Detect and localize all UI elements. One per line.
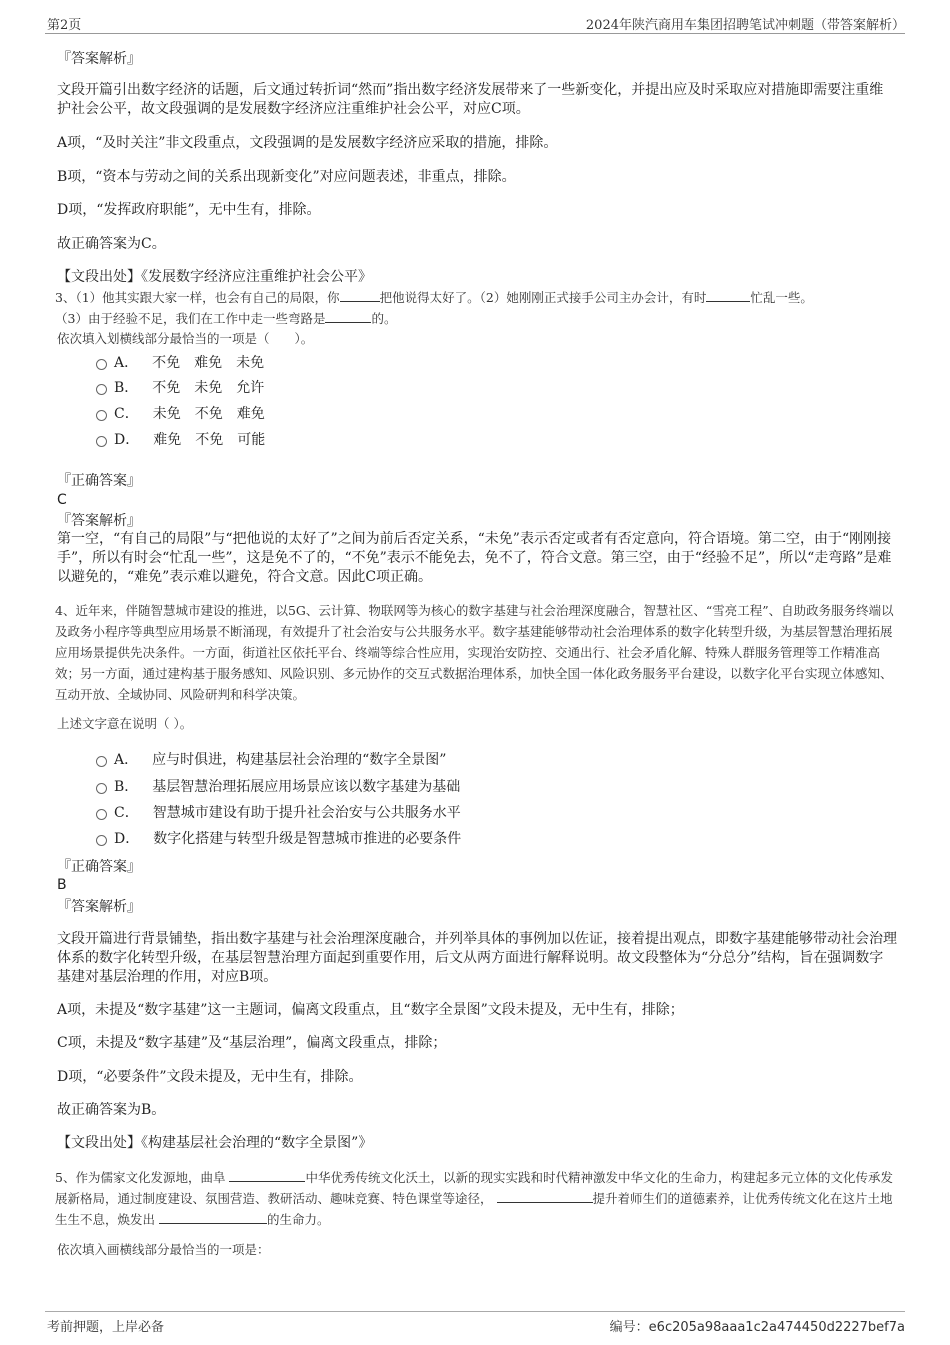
q3-prompt: 依次填入划横线部分最恰当的一项是（ ）。 xyxy=(57,331,314,346)
q4-option-b[interactable]: B． 基层智慧治理拓展应用场景应该以数字基建为基础 xyxy=(96,778,460,796)
q4-answer-label: 『正确答案』 xyxy=(57,859,141,875)
radio-icon[interactable] xyxy=(96,410,107,421)
radio-icon[interactable] xyxy=(96,756,107,767)
q3-answer-label: 『正确答案』 xyxy=(57,473,141,489)
q2-option-d-explanation: D项，“发挥政府职能”，无中生有，排除。 xyxy=(57,202,321,218)
document-code: 编号：e6c205a98aaa1c2a474450d2227bef7a xyxy=(609,1320,905,1335)
radio-icon[interactable] xyxy=(96,783,107,794)
radio-icon[interactable] xyxy=(96,384,107,395)
q4-final-answer: 故正确答案为B。 xyxy=(57,1102,166,1118)
q4-analysis-label: 『答案解析』 xyxy=(57,899,141,915)
blank-1 xyxy=(229,1168,305,1182)
q4-option-c-explanation: C项，未提及“数字基建”及“基层治理”，偏离文段重点，排除； xyxy=(57,1035,447,1051)
q3-option-c[interactable]: C． 未免 不免 难免 xyxy=(96,405,265,423)
q3-stem: 3、（1）他其实跟大家一样，也会有自己的局限，你 把他说得太好了。（2）她刚刚正式接手公司主办会计，有时 忙乱一些。 （3）由于经验不足，我们在工作中走一些弯路是 的。 xyxy=(55,290,813,326)
q5-prompt: 依次填入画横线部分最恰当的一项是： xyxy=(57,1242,270,1257)
q4-option-c[interactable]: C． 智慧城市建设有助于提升社会治安与公共服务水平 xyxy=(96,804,461,822)
q2-analysis-text: 文段开篇引出数字经济的话题，后文通过转折词“然而”指出数字经济发展带来了一些新变化，并提出应及时采取应对措施即需要注重维护社会公平，故文段强调的是发展数字经济应注重维护社会公平，对应C项。 xyxy=(57,82,884,117)
footer-slogan: 考前押题，上岸必备 xyxy=(47,1320,165,1335)
q3-option-a[interactable]: A． 不免 难免 未免 xyxy=(96,354,264,372)
q3-analysis-text: 第一空，“有自己的局限”与“把他说的太好了”之间为前后否定关系，“未免”表示否定或者有否定意向，符合语境。第二空，由于“刚刚接手”，所以有时会“忙乱一些”，这是免不了的，“不免”表示不能免去，免不了，符合文意。第三空，由于“经验不足”，所以“走弯路”是难以避免的，“难免”表示难以避免，符合文意。因此C项正确。 xyxy=(57,531,892,585)
radio-icon[interactable] xyxy=(96,359,107,370)
page-footer xyxy=(45,1311,905,1336)
blank-3 xyxy=(325,309,371,323)
q2-option-a-explanation: A项，“及时关注”非文段重点，文段强调的是发展数字经济应采取的措施，排除。 xyxy=(57,135,558,151)
q4-option-d-explanation: D项，“必要条件”文段未提及，无中生有，排除。 xyxy=(57,1069,363,1085)
q4-source: 【文段出处】《构建基层社会治理的“数字全景图”》 xyxy=(57,1135,373,1151)
q2-source: 【文段出处】《发展数字经济应注重维护社会公平》 xyxy=(57,269,372,285)
page-header xyxy=(45,14,905,34)
q3-option-d[interactable]: D． 难免 不免 可能 xyxy=(96,431,265,449)
q4-option-a[interactable]: A． 应与时俱进，构建基层社会治理的“数字全景图” xyxy=(96,751,446,769)
q3-analysis-label: 『答案解析』 xyxy=(57,513,141,529)
radio-icon[interactable] xyxy=(96,436,107,447)
q4-prompt: 上述文字意在说明（ ）。 xyxy=(57,716,193,731)
radio-icon[interactable] xyxy=(96,809,107,820)
q2-option-b-explanation: B项，“资本与劳动之间的关系出现新变化”对应问题表述，非重点，排除。 xyxy=(57,169,516,185)
q3-answer: C xyxy=(57,492,67,508)
blank-2 xyxy=(706,288,750,302)
blank-1 xyxy=(340,288,380,302)
q4-stem: 4、近年来，伴随智慧城市建设的推进，以5G、云计算、物联网等为核心的数字基建与社会治理深度融合，智慧社区、“雪亮工程”、自助政务服务终端以及政务小程序等典型应用场景不断涌现，有效提升了社会治安与公共服务水平。数字基建能够带动社会治理体系的数字化转型升级，为基层智慧治理拓展应用场景提供先决条件。一方面，街道社区依托平台、终端等综合性应用，实现治安防控、交通出行、社会矛盾化解、特殊人群服务管理等工作精准高效；另一方面，通过建构基于服务感知、风险识别、多元协作的交互式数据治理体系，加快全国一体化政务服务平台建设，以数字化平台实现立体感知、互动开放、全域协同、风险研判和科学决策。 xyxy=(55,603,894,702)
q3-option-b[interactable]: B． 不免 未免 允许 xyxy=(96,379,264,397)
blank-2 xyxy=(497,1189,593,1203)
q4-answer: B xyxy=(57,877,67,893)
q2-final-answer: 故正确答案为C。 xyxy=(57,236,166,252)
q4-option-d[interactable]: D． 数字化搭建与转型升级是智慧城市推进的必要条件 xyxy=(96,830,461,848)
page-number: 第2页 xyxy=(47,18,82,33)
q4-option-a-explanation: A项，未提及“数字基建”这一主题词，偏离文段重点，且“数字全景图”文段未提及，无中生有，排除； xyxy=(57,1002,684,1018)
q2-analysis-label: 『答案解析』 xyxy=(57,51,141,67)
blank-3 xyxy=(159,1210,267,1224)
radio-icon[interactable] xyxy=(96,835,107,846)
document-title: 2024年陕汽商用车集团招聘笔试冲刺题（带答案解析） xyxy=(585,18,905,33)
q4-analysis-text: 文段开篇进行背景铺垫，指出数字基建与社会治理深度融合，并列举具体的事例加以佐证，接着提出观点，即数字基建能够带动社会治理体系的数字化转型升级，在基层智慧治理方面起到重要作用，后文从两方面进行解释说明。故文段整体为“分总分”结构，旨在强调数字基建对基层治理的作用，对应B项。 xyxy=(57,931,897,985)
q5-stem: 5、作为儒家文化发源地，曲阜 中华优秀传统文化沃土，以新的现实实践和时代精神激发中华文化的生命力，构建起多元立体的文化传承发展新格局，通过制度建设、氛围营造、教研活动、趣味竞赛、特色课堂等途径， 提升着师生们的道德素养，让优秀传统文化在这片土地生生不息，焕发出 的生命力。 xyxy=(55,1170,893,1227)
